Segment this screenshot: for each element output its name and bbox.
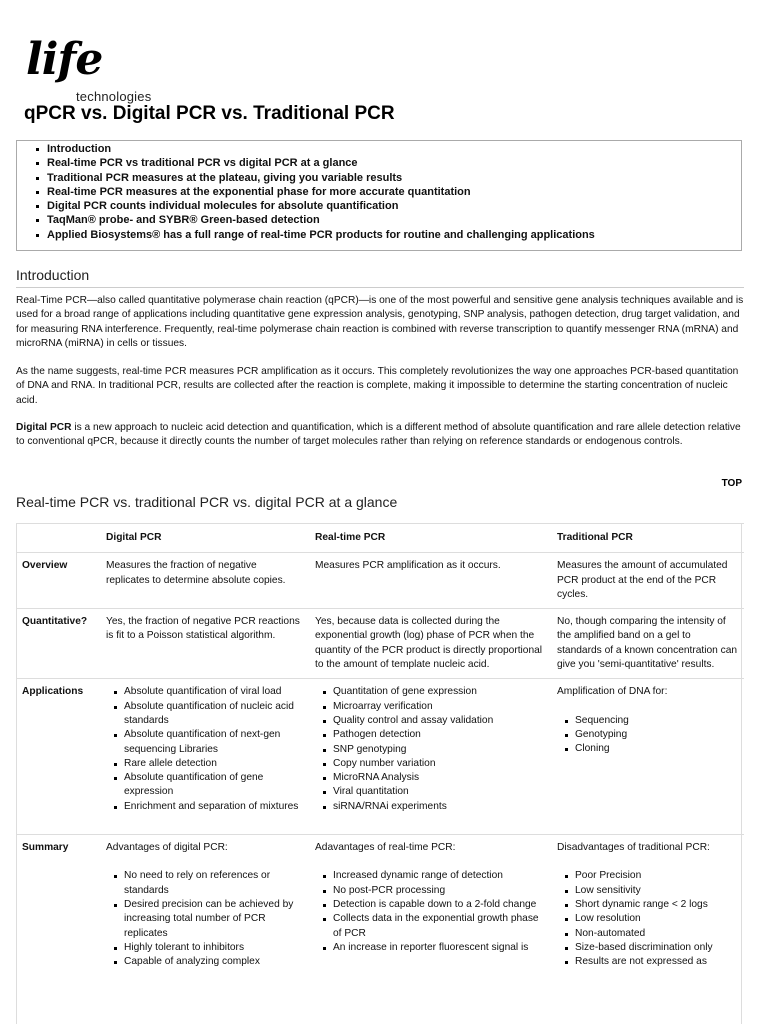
- row-label-applications: Applications: [16, 679, 100, 835]
- cell-summary-digital: [100, 835, 309, 976]
- toc-item[interactable]: Introduction: [47, 142, 741, 156]
- column-header-digital: Digital PCR: [100, 524, 309, 553]
- list-item: Pathogen detection: [333, 728, 545, 742]
- list-item: Non-automated: [575, 927, 738, 941]
- row-label-summary: Summary: [16, 835, 100, 976]
- summary-traditional-list: [557, 869, 738, 969]
- list-item: Results are not expressed as: [575, 955, 738, 969]
- cell-quantitative-realtime: Yes, because data is collected during the exponential growth (log) phase of PCR when the quantity of the PCR product is directly proportional to the amount of template nucleic acid.: [309, 609, 551, 679]
- toc-item[interactable]: TaqMan® probe- and SYBR® Green-based detection: [47, 213, 741, 227]
- list-item: Absolute quantification of gene expression: [124, 771, 303, 800]
- list-item: Size-based discrimination only: [575, 941, 738, 955]
- toc-item[interactable]: Real-time PCR measures at the exponential phase for more accurate quantitation: [47, 185, 741, 199]
- digital-pcr-term: Digital PCR: [16, 422, 72, 433]
- cell-overview-realtime: Measures PCR amplification as it occurs.: [309, 553, 551, 609]
- comparison-table: [16, 523, 744, 975]
- list-item: Low resolution: [575, 912, 738, 926]
- table-of-contents: [16, 140, 742, 251]
- list-item: Genotyping: [575, 728, 738, 742]
- page-title: qPCR vs. Digital PCR vs. Traditional PCR: [24, 103, 395, 124]
- corner-cell: [16, 524, 100, 553]
- logo-script: life: [26, 34, 103, 85]
- cell-overview-traditional: Measures the amount of accumulated PCR product at the end of the PCR cycles.: [551, 553, 744, 609]
- list-item: Absolute quantification of viral load: [124, 685, 303, 699]
- cell-quantitative-digital: Yes, the fraction of negative PCR reactions is fit to a Poisson statistical algorithm.: [100, 609, 309, 679]
- list-item: Poor Precision: [575, 869, 738, 883]
- cell-quantitative-traditional: No, though comparing the intensity of the amplified band on a gel to standards of a known concentration can give you 'semi-quantitative' results.: [551, 609, 744, 679]
- list-item: Enrichment and separation of mixtures: [124, 800, 303, 814]
- logo-subtitle: technologies: [76, 89, 152, 104]
- list-item: Viral quantitation: [333, 785, 545, 799]
- list-item: SNP genotyping: [333, 743, 545, 757]
- summary-realtime-list: [315, 869, 545, 955]
- table-row-summary: [16, 835, 744, 976]
- spacer: [106, 814, 303, 828]
- list-item: Desired precision can be achieved by increasing total number of PCR replicates: [124, 898, 303, 941]
- list-item: An increase in reporter fluorescent signal is: [333, 941, 545, 955]
- list-item: Quality control and assay validation: [333, 714, 545, 728]
- cell-applications-traditional: [551, 679, 744, 835]
- column-header-realtime: Real-time PCR: [309, 524, 551, 553]
- row-label-quantitative: Quantitative?: [16, 609, 100, 679]
- introduction-heading: Introduction: [16, 267, 90, 283]
- spacer: [557, 700, 738, 714]
- toc-item[interactable]: Traditional PCR measures at the plateau, giving you variable results: [47, 171, 741, 185]
- cell-summary-realtime: [309, 835, 551, 976]
- applications-traditional-intro: Amplification of DNA for:: [557, 686, 668, 698]
- list-item: Highly tolerant to inhibitors: [124, 941, 303, 955]
- list-item: Rare allele detection: [124, 757, 303, 771]
- summary-digital-intro: Advantages of digital PCR:: [106, 842, 228, 854]
- summary-digital-list: [106, 869, 303, 969]
- list-item: Cloning: [575, 742, 738, 756]
- list-item: siRNA/RNAi experiments: [333, 800, 545, 814]
- applications-digital-list: [106, 685, 303, 814]
- toc-list: [17, 141, 741, 242]
- applications-traditional-list: [557, 714, 738, 757]
- list-item: Absolute quantification of nucleic acid standards: [124, 700, 303, 729]
- list-item: No post-PCR processing: [333, 884, 545, 898]
- intro-paragraph-3-text: is a new approach to nucleic acid detection and quantification, which is a different method of absolute quantification and rare allele detection relative to conventional qPCR, because it directly counts the number of target molecules rather than relying on reference standards or endogenous controls.: [16, 422, 741, 448]
- cell-applications-digital: [100, 679, 309, 835]
- spacer: [106, 855, 303, 869]
- summary-realtime-intro: Adavantages of real-time PCR:: [315, 842, 456, 854]
- toc-item[interactable]: Applied Biosystems® has a full range of real-time PCR products for routine and challenging applications: [47, 228, 741, 242]
- life-technologies-logo: [24, 34, 174, 104]
- list-item: Absolute quantification of next-gen sequencing Libraries: [124, 728, 303, 757]
- list-item: Detection is capable down to a 2-fold change: [333, 898, 545, 912]
- list-item: Capable of analyzing complex: [124, 955, 303, 969]
- list-item: MicroRNA Analysis: [333, 771, 545, 785]
- intro-paragraph-2: As the name suggests, real-time PCR measures PCR amplification as it occurs. This completely revolutionizes the way one approaches PCR-based quantitation of DNA and RNA. In traditional PCR, results are collected after the reaction is complete, making it impossible to determine the starting concentration of nucleic acid.: [16, 366, 739, 406]
- list-item: Copy number variation: [333, 757, 545, 771]
- toc-item[interactable]: Digital PCR counts individual molecules for absolute quantification: [47, 199, 741, 213]
- column-header-traditional: Traditional PCR: [551, 524, 744, 553]
- intro-paragraph-1: Real-Time PCR—also called quantitative polymerase chain reaction (qPCR)—is one of the most powerful and sensitive gene analysis techniques available and is used for a broad range of applications including quantitative gene expression analysis, genotyping, SNP analysis, pathogen detection, drug target validation, and for measuring RNA interference. Frequently, real-time polymerase chain reaction is combined with reverse transcription to quantify messenger RNA (mRNA) and microRNA (miRNA) in cells or tissues.: [16, 295, 744, 349]
- applications-realtime-list: [315, 685, 545, 814]
- table-header-row: [16, 524, 744, 553]
- spacer: [315, 855, 545, 869]
- spacer: [557, 855, 738, 869]
- list-item: Quantitation of gene expression: [333, 685, 545, 699]
- intro-paragraph-3: [16, 421, 744, 450]
- cell-applications-realtime: [309, 679, 551, 835]
- list-item: Low sensitivity: [575, 884, 738, 898]
- list-item: Increased dynamic range of detection: [333, 869, 545, 883]
- table-row-quantitative: [16, 609, 744, 679]
- section-divider: [16, 287, 744, 288]
- back-to-top-link[interactable]: TOP: [721, 478, 742, 489]
- cell-summary-traditional: [551, 835, 744, 976]
- cell-overview-digital: Measures the fraction of negative replicates to determine absolute copies.: [100, 553, 309, 609]
- table-row-applications: [16, 679, 744, 835]
- toc-item[interactable]: Real-time PCR vs traditional PCR vs digital PCR at a glance: [47, 156, 741, 170]
- list-item: Sequencing: [575, 714, 738, 728]
- list-item: No need to rely on references or standards: [124, 869, 303, 898]
- list-item: Short dynamic range < 2 logs: [575, 898, 738, 912]
- glance-heading: Real-time PCR vs. traditional PCR vs. digital PCR at a glance: [16, 494, 398, 510]
- summary-traditional-intro: Disadvantages of traditional PCR:: [557, 842, 710, 854]
- table-row-overview: [16, 553, 744, 609]
- row-label-overview: Overview: [16, 553, 100, 609]
- list-item: Microarray verification: [333, 700, 545, 714]
- list-item: Collects data in the exponential growth phase of PCR: [333, 912, 545, 941]
